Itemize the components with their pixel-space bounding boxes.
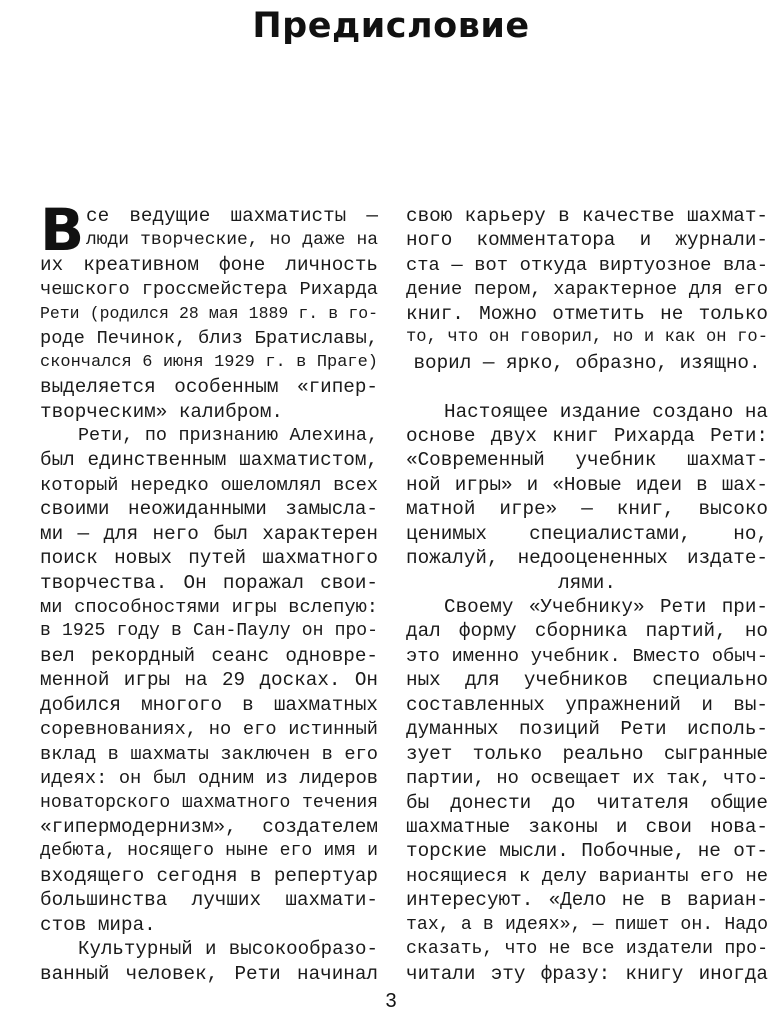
text-line: зует только реально сыгранные: [406, 742, 768, 765]
text-line: интересуют. «Дело не в вариан-: [406, 889, 768, 912]
page-title: Предисловие: [252, 6, 530, 46]
text-line: ста — вот откуда виртуозное вла-: [406, 253, 768, 276]
text-line: вклад в шахматы заключен в его: [40, 742, 378, 765]
text-line: читали эту фразу: книгу иногда: [406, 962, 768, 985]
text-line: ванный человек, Рети начинал: [40, 962, 378, 985]
text-line: думанных позиций Рети исполь-: [406, 718, 768, 741]
text-line: это именно учебник. Вместо обыч-: [406, 644, 768, 667]
text-line: их креативном фоне личность: [40, 253, 378, 276]
paragraph-gap: [406, 375, 768, 399]
text-line: Рети (родился 28 мая 1889 г. в го-: [40, 303, 378, 323]
left-column: [40, 196, 378, 986]
text-line: составленных упражнений и вы-: [406, 693, 768, 716]
text-line: партии, но освещает их так, что-: [406, 767, 768, 790]
text-line: то, что он говорил, но и как он го-: [406, 328, 768, 348]
text-line: чешского гроссмейстера Рихарда: [40, 278, 378, 301]
text-line: Рети, по признанию Алехина,: [78, 424, 378, 446]
text-line: дал форму сборника партий, но: [406, 620, 768, 643]
text-line: лями.: [558, 571, 616, 594]
text-line: менной игры на 29 досках. Он: [40, 669, 378, 692]
text-line: выделяется особенным «гипер-: [40, 376, 378, 399]
text-line: «гипермодернизм», создателем: [40, 815, 378, 838]
text-line: стов мира.: [40, 913, 156, 936]
text-line: который нередко ошеломлял всех: [40, 473, 378, 496]
text-line: своими неожиданными замысла-: [40, 498, 378, 521]
text-line: ценимых специалистами, но,: [406, 522, 768, 545]
text-line: Своему «Учебнику» Рети при-: [444, 596, 768, 618]
text-line: основе двух книг Рихарда Рети:: [406, 424, 768, 447]
text-line: свою карьеру в качестве шахмат-: [406, 205, 768, 227]
text-line: ми способностями игры вслепую:: [40, 596, 378, 618]
text-line: пожалуй, недооцененных издате-: [406, 547, 768, 570]
text-line: входящего сегодня в репертуар: [40, 864, 378, 887]
text-line: творчества. Он поражал свои-: [40, 571, 378, 594]
text-line: Культурный и высокообразо-: [78, 938, 378, 961]
text-line: носящиеся к делу варианты его не: [406, 864, 768, 887]
text-line: скончался 6 июня 1929 г. в Праге): [40, 352, 378, 372]
text-line: в 1925 году в Сан-Паулу он про-: [40, 621, 378, 642]
text-line: ных для учебников специально: [406, 669, 768, 692]
text-line: сказать, что не все издатели про-: [406, 939, 768, 960]
text-line: се ведущие шахматисты —: [86, 205, 378, 227]
text-line: идеях: он был одним из лидеров: [40, 767, 378, 790]
text-line: тах, а в идеях», — пишет он. Надо: [406, 914, 768, 935]
text-line: вел рекордный сеанс одновре-: [40, 644, 378, 667]
text-line: бы донести до читателя общие: [406, 791, 768, 814]
text-line: шахматные законы и свои нова-: [406, 815, 768, 838]
text-line: ного комментатора и журнали-: [406, 229, 768, 252]
text-line: ворил — ярко, образно, изящно.: [413, 351, 761, 374]
drop-cap: В: [40, 196, 85, 264]
text-line: торские мысли. Побочные, не от-: [406, 840, 768, 863]
text-line: «Современный учебник шахмат-: [406, 449, 768, 472]
text-line: роде Печинок, близ Братиславы,: [40, 327, 378, 350]
text-line: большинства лучших шахмати-: [40, 889, 378, 912]
text-line: ми — для него был характерен: [40, 522, 378, 545]
text-line: матной игре» — книг, высоко: [406, 498, 768, 521]
page-number: 3: [385, 990, 397, 1012]
text-line: соревнованиях, но его истинный: [40, 718, 378, 741]
text-line: книг. Можно отметить не только: [406, 302, 768, 325]
text-line: был единственным шахматистом,: [40, 449, 378, 472]
text-line: дебюта, носящего ныне его имя и: [40, 841, 378, 862]
text-line: творческим» калибром.: [40, 400, 283, 423]
text-line: поиск новых путей шахматного: [40, 547, 378, 570]
right-column: [406, 204, 768, 986]
text-line: Настоящее издание создано на: [444, 400, 768, 423]
text-line: новаторского шахматного течения: [40, 792, 378, 813]
text-line: дение пером, характерное для его: [406, 278, 768, 301]
text-line: люди творческие, но даже на: [86, 230, 378, 251]
text-line: ной игры» и «Новые идеи в шах-: [406, 473, 768, 496]
text-line: добился многого в шахматных: [40, 693, 378, 716]
